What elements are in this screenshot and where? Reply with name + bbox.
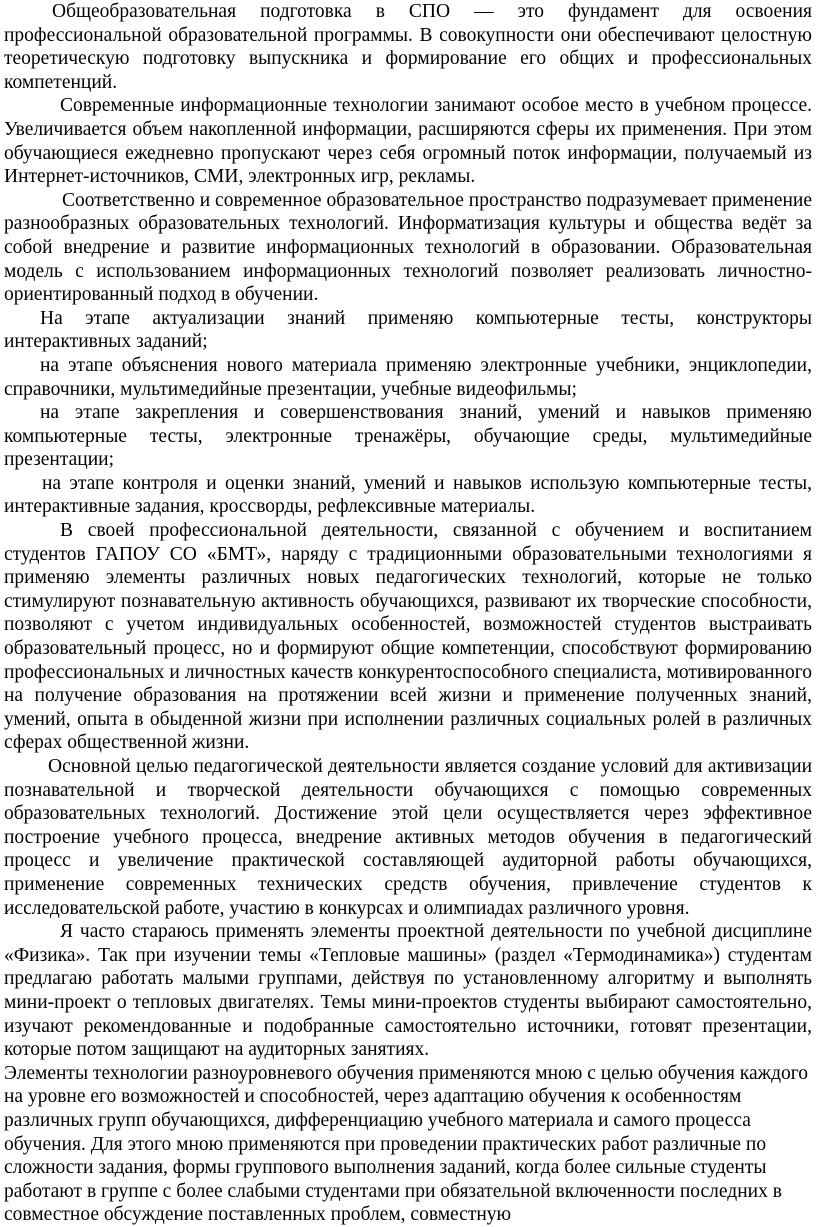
paragraph-professional-activity: В своей профессиональной деятельности, связанной с обучением и воспитанием студентов ГАПОУ СО «БМТ», наряду с традиционными образовательными технологиями я применяю элементы различных новых педагогических технологий, которые не только стимулируют познавательную активность обучающихся, развивают их творческие способности, позволяют с учетом индивидуальных особенностей, возможностей студентов выстраивать образовательный процесс, но и формируют общие компетенции, способствуют формированию профессиональных и личностных качеств конкурентоспособного специалиста, мотивированного на получение образования на протяжении всей жизни и применение полученных знаний, умений, опыта в обыденной жизни при исполнении различных социальных ролей в различных сферах общественной жизни. bbox=[4, 520, 812, 754]
paragraph-spo-foundation: Общеобразовательная подготовка в СПО — это фундамент для освоения профессиональной образовательной программы. В совокупности они обеспечивают целостную теоретическую подготовку выпускника и формирование его общих и профессиональных компетенций. bbox=[4, 1, 812, 93]
paragraph-stage-control: на этапе контроля и оценки знаний, умений и навыков использую компьютерные тесты, интерактивные задания, кроссворды, рефлексивные материалы. bbox=[4, 472, 812, 518]
paragraph-stage-actualization: На этапе актуализации знаний применяю компьютерные тесты, конструкторы интерактивных заданий; bbox=[4, 307, 812, 353]
paragraph-info-technologies: Современные информационные технологии занимают особое место в учебном процессе. Увеличивается объем накопленной информации, расширяются сферы их применения. При этом обучающиеся ежедневно пропускают через себя огромный поток информации, получаемый из Интернет-источников, СМИ, электронных игр, рекламы. bbox=[4, 95, 812, 188]
paragraph-multilevel-learning: Элементы технологии разноуровневого обучения применяются мною с целью обучения каждого на уровне его возможностей и способностей, через адаптацию обучения к особенностям различных групп обучающихся, дифференциацию учебного материала и самого процесса обучения. Для этого мною применяются при проведении практических работ различные по сложности задания, формы группового выполнения заданий, когда более сильные студенты работают в группе с более слабыми студентами при обязательной включенности последних в совместное обсуждение поставленных проблем, совместную bbox=[4, 1062, 809, 1226]
paragraph-project-activity: Я часто стараюсь применять элементы проектной деятельности по учебной дисциплине «Физика». Так при изучении темы «Тепловые машины» (раздел «Термодинамика») студентам предлагаю работать малыми группами, действуя по установленному алгоритму и выполнять мини-проект о тепловых двигателях. Темы мини-проектов студенты выбирают самостоятельно, изучают рекомендованные и подобранные самостоятельно источники, готовят презентации, которые потом защищают на аудиторных занятиях. bbox=[4, 921, 812, 1061]
paragraph-educational-space: Соответственно и современное образовательное пространство подразумевает применение разнообразных образовательных технологий. Информатизация культуры и общества ведёт за собой внедрение и развитие информационных технологий в образовании. Образовательная модель с использованием информационных технологий позволяет реализовать личностно-ориентированный подход в обучении. bbox=[4, 189, 812, 306]
paragraph-stage-consolidation: на этапе закрепления и совершенствования знаний, умений и навыков применяю компьютерные тесты, электронные тренажёры, обучающие среды, мультимедийные презентации; bbox=[4, 402, 812, 471]
paragraph-stage-explanation: на этапе объяснения нового материала применяю электронные учебники, энциклопедии, справочники, мультимедийные презентации, учебные видеофильмы; bbox=[4, 354, 812, 400]
paragraph-main-goal: Основной целью педагогической деятельности является создание условий для активизации познавательной и творческой деятельности обучающихся с помощью современных образовательных технологий. Достижение этой цели осуществляется через эффективное построение учебного процесса, внедрение активных методов обучения в педагогический процесс и увеличение практической составляющей аудиторной работы обучающихся, применение современных технических средств обучения, привлечение студентов к исследовательской работе, участию в конкурсах и олимпиадах различного уровня. bbox=[4, 756, 812, 919]
